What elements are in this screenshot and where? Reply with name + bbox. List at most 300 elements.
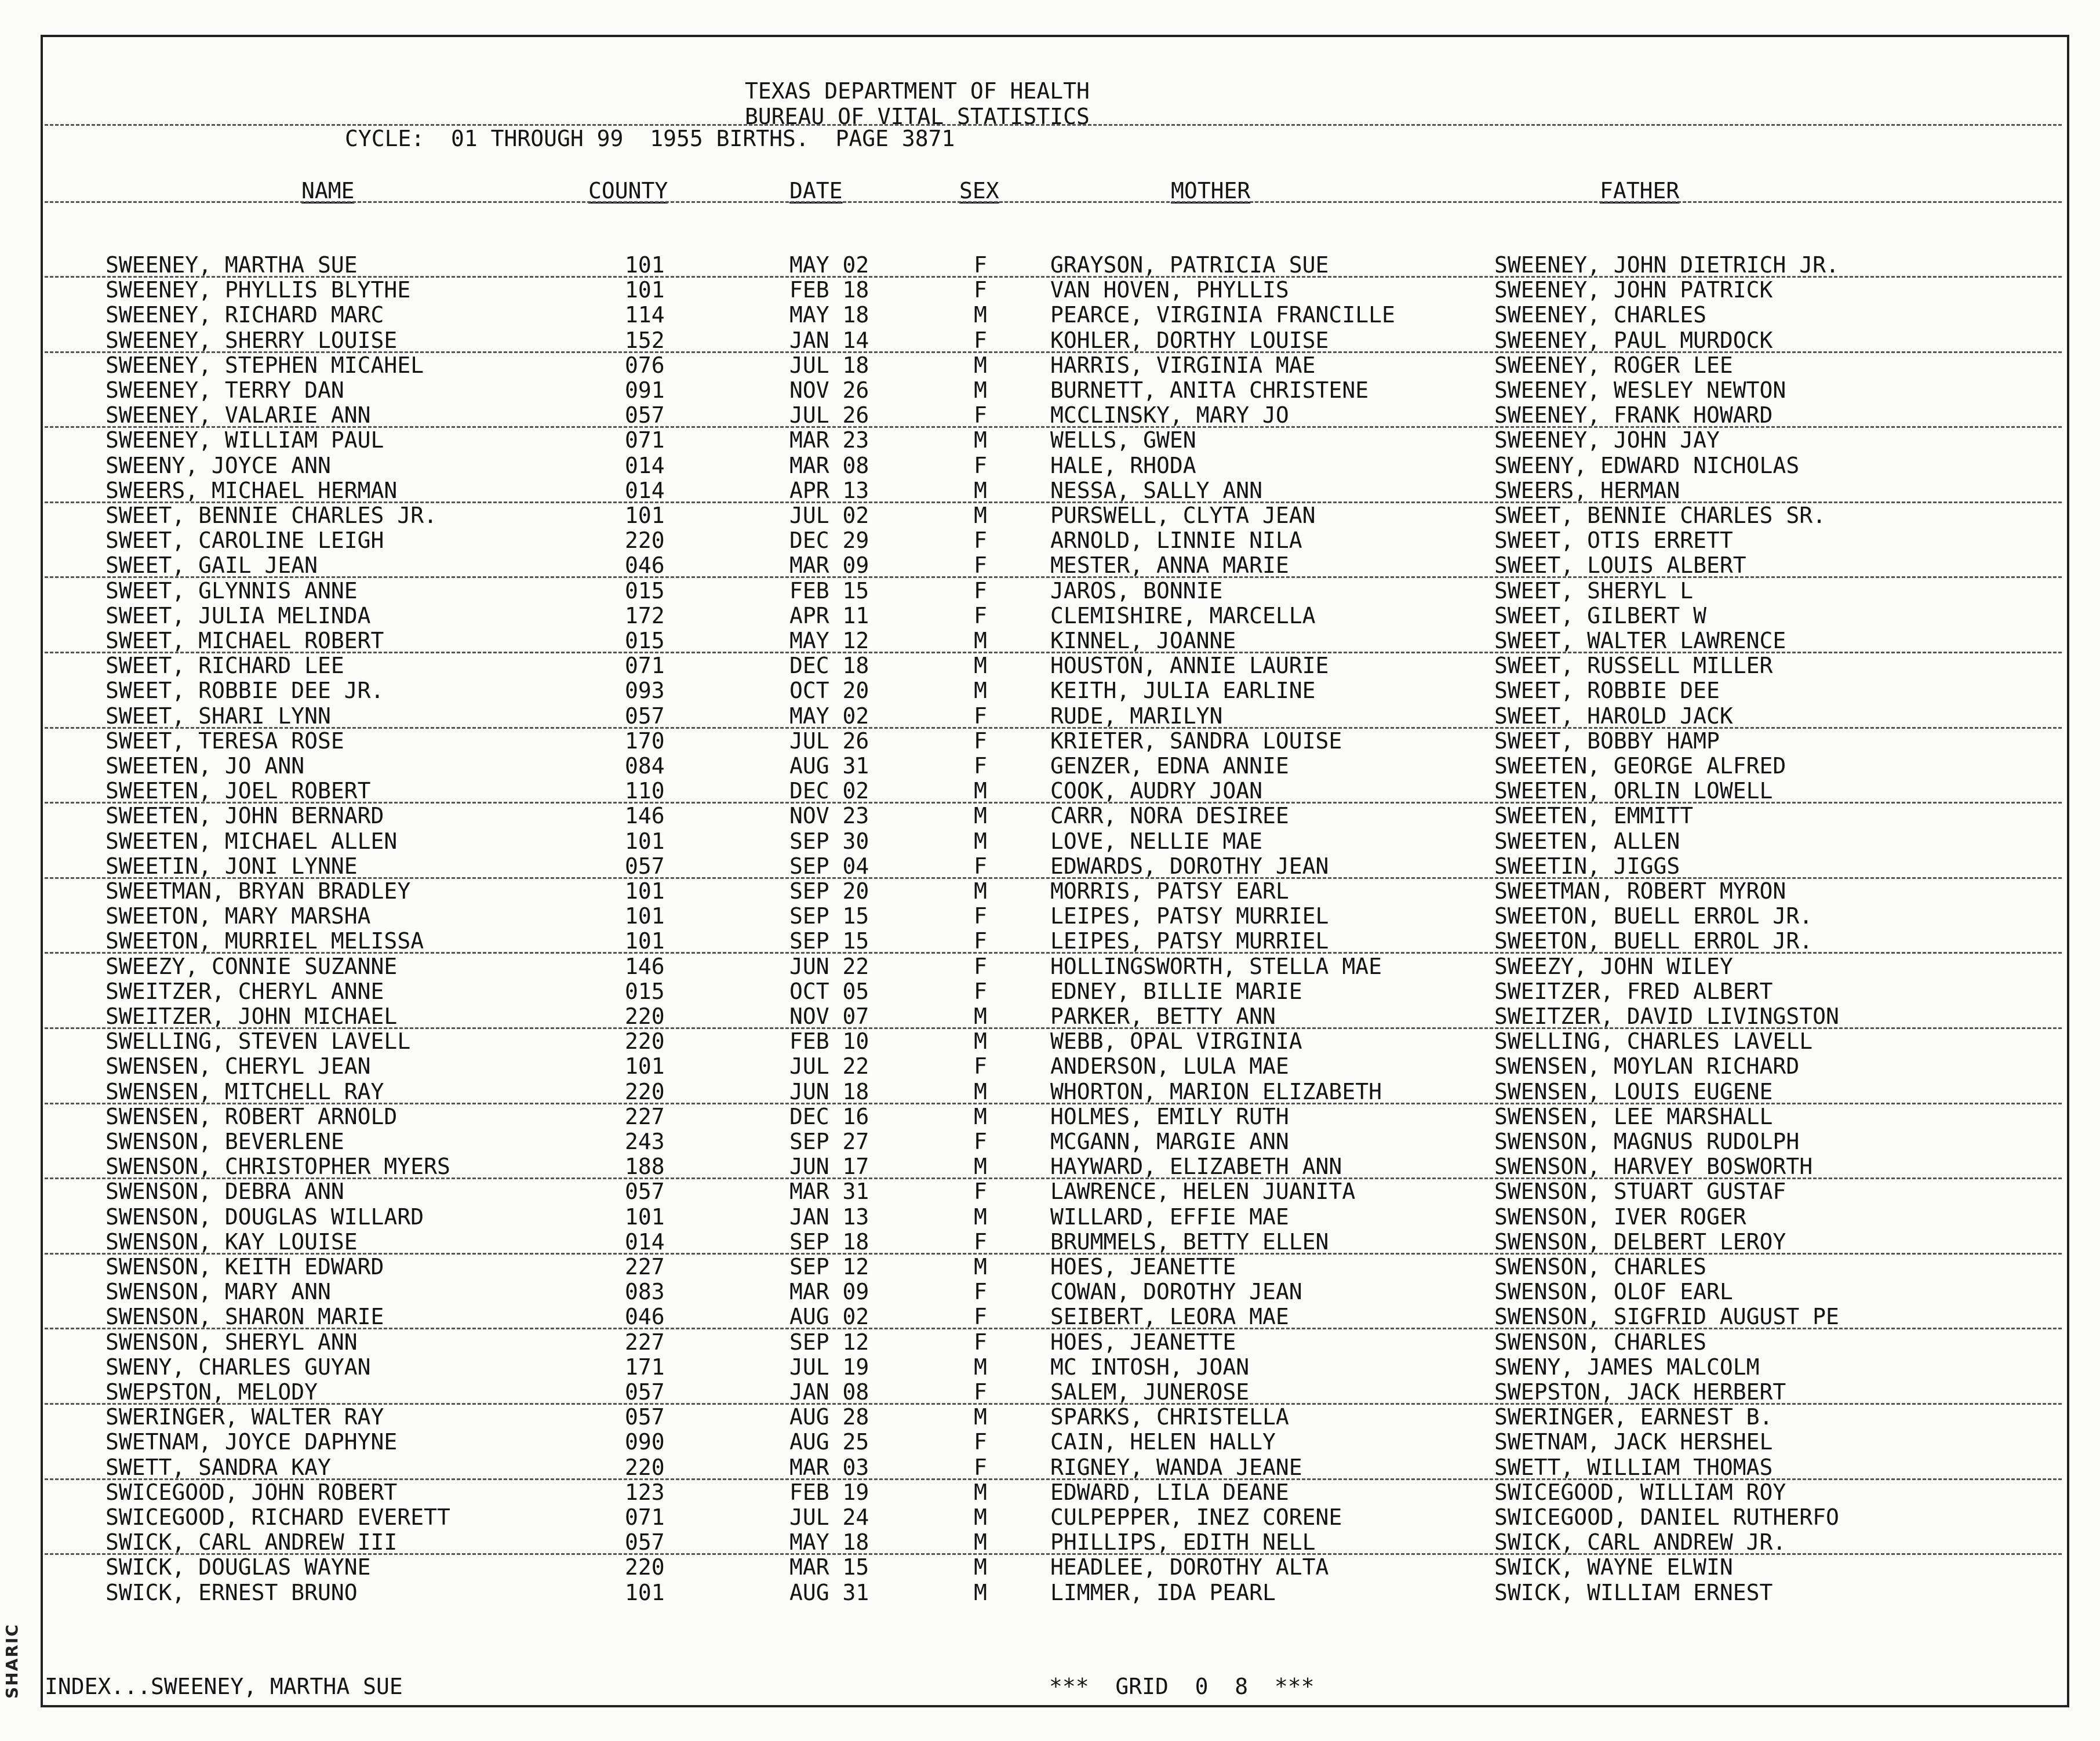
cell-sex: F [974, 903, 987, 929]
cell-name: SWENSEN, ROBERT ARNOLD [105, 1104, 398, 1129]
cell-mother: HARRIS, VIRGINIA MAE [1050, 352, 1316, 378]
cell-sex: F [974, 954, 987, 979]
cell-date: NOV 23 [789, 803, 869, 828]
cell-sex: M [974, 678, 987, 703]
cell-county: 071 [625, 653, 665, 678]
cell-county: 046 [625, 553, 665, 578]
cell-county: 101 [625, 1580, 665, 1605]
cell-name: SWEET, GLYNNIS ANNE [105, 578, 358, 604]
cell-mother: PARKER, BETTY ANN [1050, 1004, 1276, 1029]
cell-county: 220 [625, 1028, 665, 1054]
cell-county: 083 [625, 1279, 665, 1304]
cell-date: MAR 23 [789, 427, 869, 453]
cell-date: SEP 27 [789, 1129, 869, 1154]
column-header-date: DATE [789, 178, 843, 203]
cell-name: SWEETEN, JO ANN [105, 753, 305, 779]
cell-county: 014 [625, 1229, 665, 1255]
cell-county: 220 [625, 1004, 665, 1029]
cell-father: SWEETEN, ORLIN LOWELL [1494, 778, 1773, 804]
cell-date: JUN 22 [789, 954, 869, 979]
cell-name: SWEET, ROBBIE DEE JR. [105, 678, 384, 703]
cell-father: SWENSEN, LEE MARSHALL [1494, 1104, 1773, 1129]
cell-date: SEP 12 [789, 1254, 869, 1280]
cell-county: 101 [625, 903, 665, 929]
cell-county: 057 [625, 1404, 665, 1430]
cell-sex: F [974, 328, 987, 353]
cell-mother: EDWARDS, DOROTHY JEAN [1050, 853, 1329, 879]
cell-name: SWEENEY, RICHARD MARC [105, 302, 384, 328]
column-header-name: NAME [301, 178, 355, 203]
cell-father: SWEENEY, CHARLES [1494, 302, 1707, 328]
cell-date: NOV 07 [789, 1004, 869, 1029]
cell-mother: HALE, RHODA [1050, 453, 1196, 478]
cell-sex: F [974, 528, 987, 553]
cell-date: FEB 18 [789, 277, 869, 303]
cell-mother: MCCLINSKY, MARY JO [1050, 402, 1289, 428]
cell-county: 057 [625, 1379, 665, 1405]
cell-county: 057 [625, 402, 665, 428]
cell-name: SWEET, RICHARD LEE [105, 653, 344, 678]
cell-name: SWEETEN, JOEL ROBERT [105, 778, 371, 804]
cell-mother: CULPEPPER, INEZ CORENE [1050, 1504, 1342, 1530]
cell-date: JUL 26 [789, 402, 869, 428]
cell-mother: SPARKS, CHRISTELLA [1050, 1404, 1289, 1430]
cell-date: AUG 31 [789, 753, 869, 779]
header-department: TEXAS DEPARTMENT OF HEALTH [745, 78, 1090, 104]
cell-father: SWEETEN, ALLEN [1494, 828, 1680, 854]
cell-sex: M [974, 628, 987, 653]
cell-mother: MC INTOSH, JOAN [1050, 1354, 1250, 1380]
cell-county: 220 [625, 1554, 665, 1580]
cell-name: SWEET, GAIL JEAN [105, 553, 318, 578]
cell-father: SWEETON, BUELL ERROL JR. [1494, 903, 1813, 929]
cell-date: SEP 15 [789, 903, 869, 929]
cell-sex: M [974, 1079, 987, 1104]
cell-mother: LOVE, NELLIE MAE [1050, 828, 1263, 854]
cell-name: SWICK, ERNEST BRUNO [105, 1580, 358, 1605]
cell-mother: GRAYSON, PATRICIA SUE [1050, 252, 1329, 278]
cell-father: SWETT, WILLIAM THOMAS [1494, 1455, 1773, 1480]
cell-date: SEP 30 [789, 828, 869, 854]
cell-date: DEC 18 [789, 653, 869, 678]
cell-father: SWEENEY, FRANK HOWARD [1494, 402, 1773, 428]
cell-mother: LEIPES, PATSY MURRIEL [1050, 903, 1329, 929]
cell-father: SWEET, BOBBY HAMP [1494, 728, 1720, 754]
cell-date: AUG 31 [789, 1580, 869, 1605]
cell-date: MAR 15 [789, 1554, 869, 1580]
cell-county: 057 [625, 1179, 665, 1204]
cell-father: SWEET, RUSSELL MILLER [1494, 653, 1773, 678]
column-header-divider [45, 201, 2062, 203]
cell-name: SWEETON, MARY MARSHA [105, 903, 371, 929]
cell-name: SWETNAM, JOYCE DAPHYNE [105, 1429, 398, 1455]
cell-date: AUG 25 [789, 1429, 869, 1455]
cell-mother: HOLMES, EMILY RUTH [1050, 1104, 1289, 1129]
cell-sex: M [974, 1529, 987, 1555]
cell-county: 114 [625, 302, 665, 328]
cell-date: JAN 13 [789, 1204, 869, 1230]
cell-date: JUN 18 [789, 1079, 869, 1104]
cell-sex: M [974, 778, 987, 804]
cell-father: SWEENEY, WESLEY NEWTON [1494, 377, 1786, 403]
cell-name: SWEENEY, SHERRY LOUISE [105, 328, 398, 353]
cell-date: SEP 15 [789, 928, 869, 954]
cell-date: NOV 26 [789, 377, 869, 403]
cell-county: 093 [625, 678, 665, 703]
cell-father: SWEET, SHERYL L [1494, 578, 1694, 604]
cell-father: SWEENEY, JOHN JAY [1494, 427, 1720, 453]
cell-father: SWICK, WAYNE ELWIN [1494, 1554, 1733, 1580]
cell-mother: HOES, JEANETTE [1050, 1254, 1236, 1280]
cell-name: SWENSON, BEVERLENE [105, 1129, 344, 1154]
cell-father: SWENSON, SIGFRID AUGUST PE [1494, 1304, 1839, 1329]
cell-sex: F [974, 1179, 987, 1204]
cell-mother: CAIN, HELEN HALLY [1050, 1429, 1276, 1455]
cell-county: 152 [625, 328, 665, 353]
cell-name: SWEET, MICHAEL ROBERT [105, 628, 384, 653]
cell-name: SWENSON, KEITH EDWARD [105, 1254, 384, 1280]
cell-father: SWICEGOOD, WILLIAM ROY [1494, 1480, 1786, 1505]
cell-father: SWEENEY, JOHN PATRICK [1494, 277, 1773, 303]
cell-father: SWEET, GILBERT W [1494, 603, 1707, 628]
cell-mother: KRIETER, SANDRA LOUISE [1050, 728, 1342, 754]
cell-date: JUL 18 [789, 352, 869, 378]
cell-mother: RUDE, MARILYN [1050, 703, 1223, 729]
cell-sex: M [974, 1580, 987, 1605]
cell-date: DEC 02 [789, 778, 869, 804]
cell-name: SWEITZER, JOHN MICHAEL [105, 1004, 398, 1029]
cell-father: SWEENY, EDWARD NICHOLAS [1494, 453, 1800, 478]
cell-county: 101 [625, 1204, 665, 1230]
cell-sex: F [974, 1279, 987, 1304]
cell-sex: F [974, 1429, 987, 1455]
cell-sex: M [974, 1204, 987, 1230]
cell-name: SWERINGER, WALTER RAY [105, 1404, 384, 1430]
cell-sex: M [974, 377, 987, 403]
cell-sex: F [974, 553, 987, 578]
cell-mother: MCGANN, MARGIE ANN [1050, 1129, 1289, 1154]
cell-county: 071 [625, 1504, 665, 1530]
cell-father: SWICK, CARL ANDREW JR. [1494, 1529, 1786, 1555]
cell-mother: HOUSTON, ANNIE LAURIE [1050, 653, 1329, 678]
cell-sex: M [974, 878, 987, 904]
cell-county: 123 [625, 1480, 665, 1505]
cell-father: SWENSON, STUART GUSTAF [1494, 1179, 1786, 1204]
cell-county: 172 [625, 603, 665, 628]
cell-sex: M [974, 503, 987, 528]
cell-county: 101 [625, 503, 665, 528]
cell-father: SWENSEN, MOYLAN RICHARD [1494, 1053, 1800, 1079]
cell-mother: HAYWARD, ELIZABETH ANN [1050, 1154, 1342, 1179]
cell-father: SWEET, BENNIE CHARLES SR. [1494, 503, 1826, 528]
footer-grid: *** GRID 0 8 *** [1049, 1674, 1315, 1699]
cell-sex: M [974, 1404, 987, 1430]
cell-name: SWENSEN, CHERYL JEAN [105, 1053, 371, 1079]
cell-sex: F [974, 402, 987, 428]
cell-name: SWENSON, CHRISTOPHER MYERS [105, 1154, 450, 1179]
cell-name: SWEENEY, VALARIE ANN [105, 402, 371, 428]
cell-name: SWEETEN, JOHN BERNARD [105, 803, 384, 828]
cell-mother: PEARCE, VIRGINIA FRANCILLE [1050, 302, 1395, 328]
cell-father: SWEETIN, JIGGS [1494, 853, 1680, 879]
cell-name: SWEET, TERESA ROSE [105, 728, 344, 754]
cell-date: JAN 14 [789, 328, 869, 353]
cell-county: 227 [625, 1329, 665, 1355]
cell-date: SEP 18 [789, 1229, 869, 1255]
cell-name: SWENSON, DOUGLAS WILLARD [105, 1204, 424, 1230]
cell-mother: WEBB, OPAL VIRGINIA [1050, 1028, 1302, 1054]
cell-name: SWEENEY, MARTHA SUE [105, 252, 358, 278]
cell-sex: M [974, 1004, 987, 1029]
cell-county: 015 [625, 578, 665, 604]
cell-father: SWENSEN, LOUIS EUGENE [1494, 1079, 1773, 1104]
cell-name: SWENSON, MARY ANN [105, 1279, 331, 1304]
cell-father: SWENSON, HARVEY BOSWORTH [1494, 1154, 1813, 1179]
cell-sex: M [974, 478, 987, 503]
cell-county: 220 [625, 528, 665, 553]
cell-sex: F [974, 728, 987, 754]
cell-father: SWEET, OTIS ERRETT [1494, 528, 1733, 553]
cell-mother: PURSWELL, CLYTA JEAN [1050, 503, 1316, 528]
cell-mother: RIGNEY, WANDA JEANE [1050, 1455, 1302, 1480]
cell-mother: MORRIS, PATSY EARL [1050, 878, 1289, 904]
cell-county: 057 [625, 1529, 665, 1555]
cell-date: MAR 09 [789, 1279, 869, 1304]
cell-mother: WHORTON, MARION ELIZABETH [1050, 1079, 1382, 1104]
cell-sex: F [974, 928, 987, 954]
cell-father: SWENSON, OLOF EARL [1494, 1279, 1733, 1304]
header-divider [45, 124, 2062, 126]
cell-mother: NESSA, SALLY ANN [1050, 478, 1263, 503]
cell-name: SWENSON, SHARON MARIE [105, 1304, 384, 1329]
cell-date: SEP 12 [789, 1329, 869, 1355]
cell-name: SWICK, CARL ANDREW III [105, 1529, 398, 1555]
cell-date: JUL 22 [789, 1053, 869, 1079]
cell-mother: LAWRENCE, HELEN JUANITA [1050, 1179, 1356, 1204]
cell-sex: F [974, 753, 987, 779]
cell-mother: HOLLINGSWORTH, STELLA MAE [1050, 954, 1382, 979]
cell-name: SWEENEY, TERRY DAN [105, 377, 344, 403]
cell-name: SWENSEN, MITCHELL RAY [105, 1079, 384, 1104]
cell-mother: BRUMMELS, BETTY ELLEN [1050, 1229, 1329, 1255]
cell-county: 057 [625, 703, 665, 729]
cell-mother: KEITH, JULIA EARLINE [1050, 678, 1316, 703]
cell-mother: KOHLER, DORTHY LOUISE [1050, 328, 1329, 353]
cell-mother: COWAN, DOROTHY JEAN [1050, 1279, 1302, 1304]
cell-county: 101 [625, 928, 665, 954]
cell-name: SWEENEY, WILLIAM PAUL [105, 427, 384, 453]
cell-father: SWICEGOOD, DANIEL RUTHERFO [1494, 1504, 1839, 1530]
cell-county: 220 [625, 1455, 665, 1480]
cell-father: SWENY, JAMES MALCOLM [1494, 1354, 1760, 1380]
cell-father: SWENSON, CHARLES [1494, 1329, 1707, 1355]
cell-name: SWEENEY, STEPHEN MICAHEL [105, 352, 424, 378]
cell-mother: WILLARD, EFFIE MAE [1050, 1204, 1289, 1230]
cell-sex: M [974, 302, 987, 328]
cell-father: SWEERS, HERMAN [1494, 478, 1680, 503]
cell-sex: F [974, 277, 987, 303]
cell-name: SWEETMAN, BRYAN BRADLEY [105, 878, 411, 904]
cell-county: 014 [625, 453, 665, 478]
cell-father: SWENSON, MAGNUS RUDOLPH [1494, 1129, 1800, 1154]
cell-father: SWEENEY, PAUL MURDOCK [1494, 328, 1773, 353]
cell-mother: EDNEY, BILLIE MARIE [1050, 979, 1302, 1004]
cell-name: SWEETON, MURRIEL MELISSA [105, 928, 424, 954]
cell-father: SWEITZER, DAVID LIVINGSTON [1494, 1004, 1839, 1029]
cell-sex: M [974, 828, 987, 854]
cell-mother: PHILLIPS, EDITH NELL [1050, 1529, 1316, 1555]
column-header-sex: SEX [959, 178, 999, 203]
cell-sex: F [974, 853, 987, 879]
cell-date: MAR 31 [789, 1179, 869, 1204]
cell-mother: MESTER, ANNA MARIE [1050, 553, 1289, 578]
cell-mother: COOK, AUDRY JOAN [1050, 778, 1263, 804]
cell-name: SWEEZY, CONNIE SUZANNE [105, 954, 398, 979]
cell-county: 171 [625, 1354, 665, 1380]
cell-mother: JAROS, BONNIE [1050, 578, 1223, 604]
cell-county: 015 [625, 979, 665, 1004]
cell-county: 220 [625, 1079, 665, 1104]
cell-date: DEC 29 [789, 528, 869, 553]
cell-sex: F [974, 1329, 987, 1355]
cell-sex: F [974, 1455, 987, 1480]
cell-county: 076 [625, 352, 665, 378]
column-header-mother: MOTHER [1171, 178, 1251, 203]
cell-sex: F [974, 453, 987, 478]
cell-county: 110 [625, 778, 665, 804]
cell-father: SWEENEY, JOHN DIETRICH JR. [1494, 252, 1839, 278]
cell-mother: HOES, JEANETTE [1050, 1329, 1236, 1355]
cell-county: 188 [625, 1154, 665, 1179]
cell-date: MAY 18 [789, 1529, 869, 1555]
cell-name: SWEPSTON, MELODY [105, 1379, 318, 1405]
cell-date: JAN 08 [789, 1379, 869, 1405]
cell-county: 146 [625, 803, 665, 828]
cell-name: SWEETIN, JONI LYNNE [105, 853, 358, 879]
cell-county: 071 [625, 427, 665, 453]
cell-father: SWELLING, CHARLES LAVELL [1494, 1028, 1813, 1054]
cell-sex: F [974, 252, 987, 278]
cell-county: 084 [625, 753, 665, 779]
cell-name: SWEERS, MICHAEL HERMAN [105, 478, 398, 503]
cell-father: SWEETEN, GEORGE ALFRED [1494, 753, 1786, 779]
cell-sex: M [974, 1480, 987, 1505]
cell-county: 015 [625, 628, 665, 653]
cell-father: SWERINGER, EARNEST B. [1494, 1404, 1773, 1430]
cell-sex: F [974, 1304, 987, 1329]
cell-date: APR 11 [789, 603, 869, 628]
column-header-county: COUNTY [588, 178, 668, 203]
cell-name: SWEENEY, PHYLLIS BLYTHE [105, 277, 411, 303]
cell-sex: F [974, 703, 987, 729]
cell-county: 101 [625, 878, 665, 904]
cell-county: 146 [625, 954, 665, 979]
cell-name: SWICEGOOD, RICHARD EVERETT [105, 1504, 450, 1530]
cell-mother: WELLS, GWEN [1050, 427, 1196, 453]
cell-date: FEB 15 [789, 578, 869, 604]
cell-father: SWENSON, IVER ROGER [1494, 1204, 1746, 1230]
footer-index: INDEX...SWEENEY, MARTHA SUE [45, 1674, 403, 1699]
cell-county: 243 [625, 1129, 665, 1154]
cell-county: 090 [625, 1429, 665, 1455]
cell-father: SWEET, ROBBIE DEE [1494, 678, 1720, 703]
cell-mother: CARR, NORA DESIREE [1050, 803, 1289, 828]
cell-name: SWEETEN, MICHAEL ALLEN [105, 828, 398, 854]
cell-name: SWEET, JULIA MELINDA [105, 603, 371, 628]
cell-county: 101 [625, 277, 665, 303]
cell-father: SWEENEY, ROGER LEE [1494, 352, 1733, 378]
cell-father: SWEPSTON, JACK HERBERT [1494, 1379, 1786, 1405]
cell-county: 170 [625, 728, 665, 754]
cell-mother: GENZER, EDNA ANNIE [1050, 753, 1289, 779]
cell-date: FEB 19 [789, 1480, 869, 1505]
cell-date: AUG 28 [789, 1404, 869, 1430]
cell-date: MAR 08 [789, 453, 869, 478]
cell-sex: M [974, 427, 987, 453]
cell-mother: VAN HOVEN, PHYLLIS [1050, 277, 1289, 303]
cell-father: SWENSON, CHARLES [1494, 1254, 1707, 1280]
cell-name: SWELLING, STEVEN LAVELL [105, 1028, 411, 1054]
cell-sex: M [974, 1504, 987, 1530]
cell-date: JUL 26 [789, 728, 869, 754]
cell-mother: BURNETT, ANITA CHRISTENE [1050, 377, 1369, 403]
column-header-father: FATHER [1600, 178, 1680, 203]
cell-mother: ARNOLD, LINNIE NILA [1050, 528, 1302, 553]
cell-name: SWENSON, KAY LOUISE [105, 1229, 358, 1255]
cell-name: SWEET, CAROLINE LEIGH [105, 528, 384, 553]
cell-county: 057 [625, 853, 665, 879]
cell-father: SWENSON, DELBERT LEROY [1494, 1229, 1786, 1255]
cell-date: OCT 05 [789, 979, 869, 1004]
cell-county: 227 [625, 1104, 665, 1129]
cell-mother: LEIPES, PATSY MURRIEL [1050, 928, 1329, 954]
cell-county: 101 [625, 828, 665, 854]
cell-name: SWEET, SHARI LYNN [105, 703, 331, 729]
header-bureau: BUREAU OF VITAL STATISTICS [745, 104, 1090, 129]
cell-date: JUL 24 [789, 1504, 869, 1530]
cell-father: SWEET, WALTER LAWRENCE [1494, 628, 1786, 653]
cell-county: 227 [625, 1254, 665, 1280]
cell-name: SWENSON, DEBRA ANN [105, 1179, 344, 1204]
cell-sex: M [974, 352, 987, 378]
cell-mother: HEADLEE, DOROTHY ALTA [1050, 1554, 1329, 1580]
cell-date: JUL 19 [789, 1354, 869, 1380]
cell-county: 091 [625, 377, 665, 403]
cell-date: JUL 02 [789, 503, 869, 528]
cell-father: SWEEZY, JOHN WILEY [1494, 954, 1733, 979]
cell-name: SWICEGOOD, JOHN ROBERT [105, 1480, 398, 1505]
cell-sex: F [974, 1129, 987, 1154]
cell-name: SWENY, CHARLES GUYAN [105, 1354, 371, 1380]
cell-father: SWEETEN, EMMITT [1494, 803, 1694, 828]
cell-date: OCT 20 [789, 678, 869, 703]
cell-sex: M [974, 1554, 987, 1580]
cell-date: MAY 02 [789, 703, 869, 729]
cell-father: SWICK, WILLIAM ERNEST [1494, 1580, 1773, 1605]
cell-name: SWEITZER, CHERYL ANNE [105, 979, 384, 1004]
cell-sex: F [974, 979, 987, 1004]
cell-sex: F [974, 1379, 987, 1405]
cell-sex: M [974, 803, 987, 828]
cell-father: SWEETON, BUELL ERROL JR. [1494, 928, 1813, 954]
cell-date: FEB 10 [789, 1028, 869, 1054]
cell-mother: ANDERSON, LULA MAE [1050, 1053, 1289, 1079]
cell-father: SWETNAM, JACK HERSHEL [1494, 1429, 1773, 1455]
cell-date: MAR 03 [789, 1455, 869, 1480]
cell-date: SEP 20 [789, 878, 869, 904]
cell-mother: LIMMER, IDA PEARL [1050, 1580, 1276, 1605]
cell-sex: M [974, 653, 987, 678]
